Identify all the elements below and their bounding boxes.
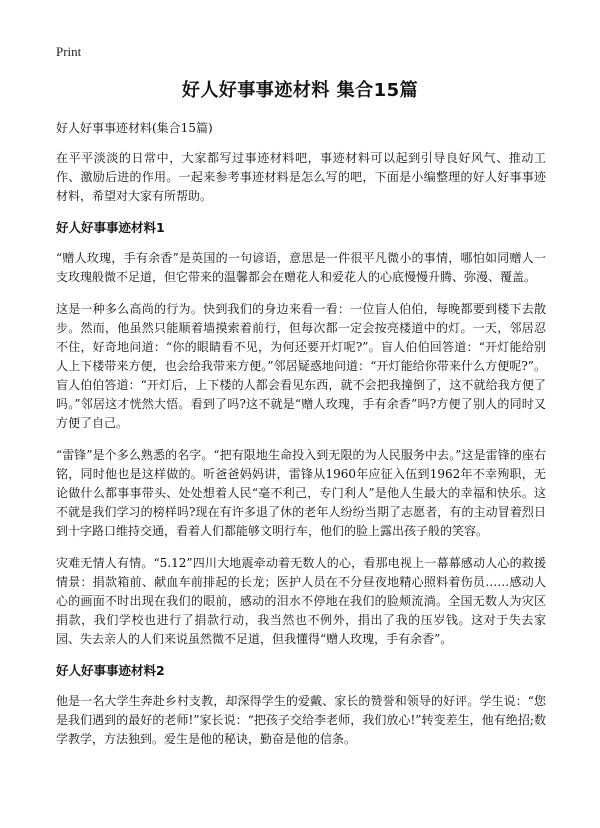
- document-body: [56, 120, 546, 762]
- page-title: 好人好事事迹材料 集合15篇: [181, 80, 419, 101]
- section-1-paragraph-2: 这是一种多么高尚的行为。快到我们的身边来看一看：一位盲人伯伯，每晚都要到楼下去散步。然而，他虽然只能顺着墙摸索着前行，但每次都一定会按亮楼道中的灯。一天，邻居忍不住，好奇地问道：“你的眼睛看不见，为何还要开灯呢?”。盲人伯伯回答道：“开灯能给别人上下楼带来方便，也会给我带来方便。”邻居疑惑地问道：“开灯能给你带来什么方便呢?”。盲人伯伯答道：“开灯后，上下楼的人都会看见东西，就不会把我撞倒了，这不就给我方便了吗。”邻居这才恍然大悟。看到了吗?这不就是“赠人玫瑰，手有余香”吗?方便了别人的同时又方便了自己。: [56, 302, 546, 430]
- document-subtitle: 好人好事事迹材料(集合15篇): [56, 121, 213, 135]
- section-1-paragraph-4: 灾难无情人有情。“5.12”四川大地震牵动着无数人的心，看那电视上一幕幕感动人心的救援情景：捐款箱前、献血车前排起的长龙；医护人员在不分昼夜地精心照料着伤员……感动人心的画面不时出现在我们的眼前，感动的泪水不停地在我们的脸颊流淌。全国无数人为灾区捐款，我们学校也进行了捐款行动，我当然也不例外，捐出了我的压岁钱。这对于失去家园、失去亲人的人们来说虽然微不足道，但我懂得“赠人玫瑰，手有余香”。: [56, 556, 546, 646]
- section-1-paragraph-3: “雷锋”是个多么熟悉的名字。“把有限地生命投入到无限的为人民服务中去。”这是雷锋的座右铭，同时他也是这样做的。听爸爸妈妈讲，雷锋从1960年应征入伍到1962年不幸殉职，无论做什么都事事带头、处处想着人民“毫不利己，专门利人”是他人生最大的幸福和快乐。这不就是我们学习的榜样吗?现在有许多退了休的老年人纷纷当期了志愿者，有的主动冒着烈日到十字路口维持交通，看着人们都能够文明行车，他们的脸上露出孩子般的笑容。: [56, 448, 546, 538]
- print-link[interactable]: Print: [56, 44, 82, 59]
- section-2-paragraph-1: 他是一名大学生奔赴乡村支教，却深得学生的爱戴、家长的赞誉和领导的好评。学生说：“您是我们遇到的最好的老师!”家长说：“把孩子交给李老师，我们放心!”转变差生，他有绝招;数学教学，方法独到。爱生是他的秘诀，勤奋是他的信条。: [56, 694, 546, 746]
- intro-paragraph: 在平平淡淡的日常中，大家都写过事迹材料吧，事迹材料可以起到引导良好风气、推动工作、激励后进的作用。一起来参考事迹材料是怎么写的吧，下面是小编整理的好人好事事迹材料，希望对大家有所帮助。: [56, 151, 546, 203]
- section-1-paragraph-1: “赠人玫瑰，手有余香”是英国的一句谚语，意思是一件很平凡微小的事情，哪怕如同赠人一支玫瑰般微不足道，但它带来的温馨都会在赠花人和爱花人的心底慢慢升腾、弥漫、覆盖。: [56, 251, 546, 284]
- section-1-heading: 好人好事事迹材料1: [56, 220, 165, 235]
- section-2-heading: 好人好事事迹材料2: [56, 663, 165, 678]
